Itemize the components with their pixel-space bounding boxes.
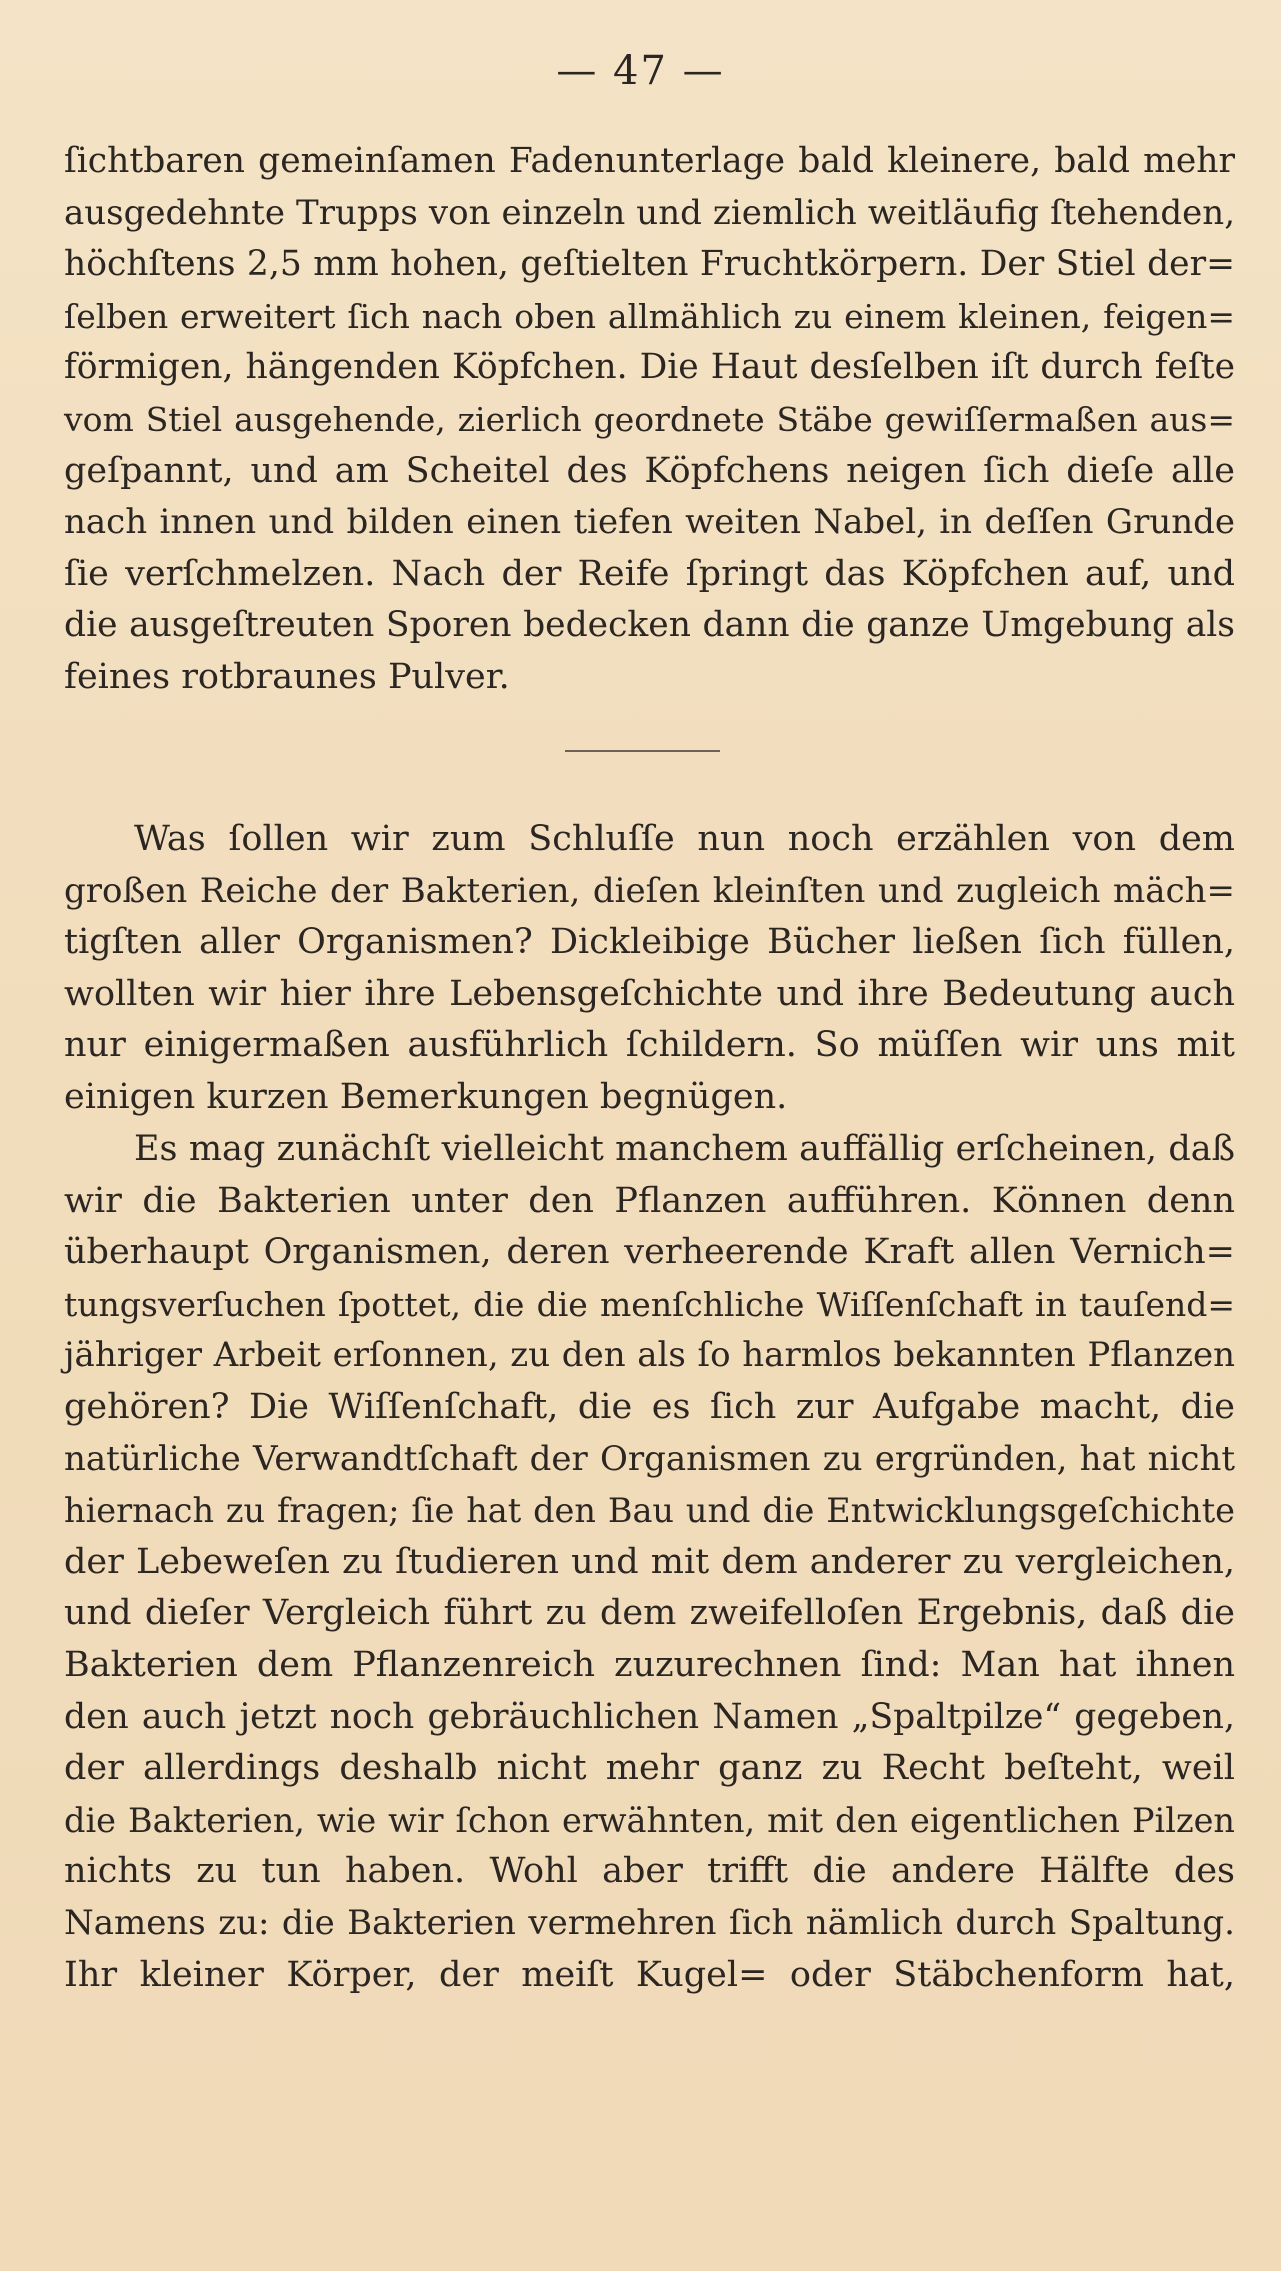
text-line: förmigen, hängenden Köpfchen. Die Haut desſelben iſt durch feſte xyxy=(64,347,1235,388)
page-number: — 47 — xyxy=(556,48,725,94)
paragraph-bacteria-classification xyxy=(64,1124,1235,2001)
text-line: die ausgeſtreuten Sporen bedecken dann die ganze Umgebung als xyxy=(64,605,1235,646)
text-line: den auch jetzt noch gebräuchlichen Namen „Spaltpilze“ gegeben, xyxy=(64,1696,1235,1737)
text-line: Was ſollen wir zum Schluſſe nun noch erzählen von dem xyxy=(134,819,1235,859)
section-divider xyxy=(565,750,720,752)
text-line: tigſten aller Organismen? Dickleibige Bücher ließen ſich füllen, xyxy=(64,922,1235,963)
text-line: und dieſer Vergleich führt zu dem zweifelloſen Ergebnis, daß die xyxy=(64,1593,1235,1634)
text-line: wir die Bakterien unter den Pflanzen aufführen. Können denn xyxy=(64,1180,1235,1221)
text-line: der allerdings deshalb nicht mehr ganz zu Recht beſteht, weil xyxy=(64,1748,1235,1789)
text-line: Namens zu: die Bakterien vermehren ſich nämlich durch Spaltung. xyxy=(64,1902,1235,1943)
text-line: geſpannt, und am Scheitel des Köpfchens neigen ſich dieſe alle xyxy=(64,450,1235,491)
text-line: ſie verſchmelzen. Nach der Reife ſpringt das Köpfchen auf, und xyxy=(64,553,1235,594)
text-line: nach innen und bilden einen tiefen weiten Nabel, in deſſen Grunde xyxy=(64,502,1235,543)
text-line: hiernach zu fragen; ſie hat den Bau und die Entwicklungsgeſchichte xyxy=(64,1491,1235,1531)
paragraph-bacteria-intro xyxy=(64,814,1235,1124)
text-line: wollten wir hier ihre Lebensgeſchichte und ihre Bedeutung auch xyxy=(64,973,1235,1014)
text-line: gehören? Die Wiſſenſchaft, die es ſich zur Aufgabe macht, die xyxy=(64,1386,1235,1427)
text-line: großen Reiche der Bakterien, dieſen kleinſten und zugleich mäch= xyxy=(64,870,1235,911)
text-line: ſichtbaren gemeinſamen Fadenunterlage bald kleinere, bald mehr xyxy=(64,141,1235,181)
text-line: der Lebeweſen zu ſtudieren und mit dem anderer zu vergleichen, xyxy=(64,1541,1235,1582)
text-line: überhaupt Organismen, deren verheerende Kraft allen Vernich= xyxy=(64,1232,1235,1273)
text-line: Bakterien dem Pflanzenreich zuzurechnen ſind: Man hat ihnen xyxy=(64,1644,1235,1685)
text-line: vom Stiel ausgehende, zierlich geordnete Stäbe gewiſſermaßen aus= xyxy=(64,399,1235,439)
paragraph-fruit-bodies xyxy=(64,136,1235,704)
text-line: nur einigermaßen ausführlich ſchildern. So müſſen wir uns mit xyxy=(64,1025,1235,1066)
text-line: tungsverſuchen ſpottet, die die menſchliche Wiſſenſchaft in tauſend= xyxy=(64,1284,1235,1324)
text-line: Ihr kleiner Körper, der meiſt Kugel= oder Stäbchenform hat, xyxy=(64,1954,1235,1995)
text-line: feines rotbraunes Pulver. xyxy=(64,656,510,697)
text-line: ſelben erweitert ſich nach oben allmählich zu einem kleinen, feigen= xyxy=(64,296,1235,336)
text-line: höchſtens 2,5 mm hohen, geſtielten Fruchtkörpern. Der Stiel der= xyxy=(64,244,1235,285)
text-line: die Bakterien, wie wir ſchon erwähnten, mit den eigentlichen Pilzen xyxy=(64,1800,1235,1840)
text-line: einigen kurzen Bemerkungen begnügen. xyxy=(64,1076,788,1117)
text-line: jähriger Arbeit erſonnen, zu den als ſo harmlos bekannten Pflanzen xyxy=(64,1335,1235,1376)
text-line: natürliche Verwandtſchaft der Organismen zu ergründen, hat nicht xyxy=(64,1438,1235,1479)
text-line: Es mag zunächſt vielleicht manchem auffällig erſcheinen, daß xyxy=(134,1129,1235,1169)
text-line: nichts zu tun haben. Wohl aber trifft die andere Hälfte des xyxy=(64,1851,1235,1892)
text-line: ausgedehnte Trupps von einzeln und ziemlich weitläufig ſtehenden, xyxy=(64,192,1235,233)
